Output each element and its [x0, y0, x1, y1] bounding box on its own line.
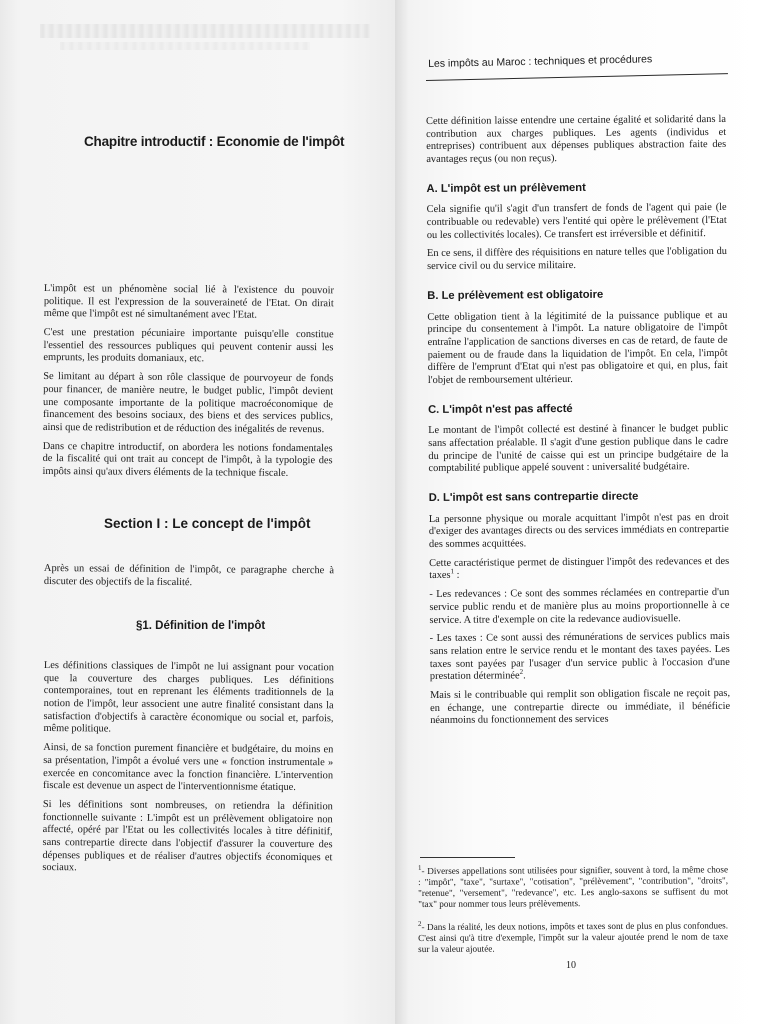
definition-block: [42, 660, 334, 883]
footnote-ref-2: 2: [519, 668, 524, 677]
footnote-1: [418, 864, 728, 910]
footnote-text: - Dans la réalité, les deux notions, impôts et taxes sont de plus en plus confondues. C'est ainsi qu'à titre d'exemple, l'impôt sur la valeur ajoutée prend le nom de taxe sur la valeur ajoutée.: [418, 920, 729, 955]
intro-paragraph: Se limitant au départ à son rôle classique de pourvoyeur de fonds pour financer, de manière neutre, le budget public, l'impôt devient une composante importante de la politique macroéconomique de financement des besoins sociaux, des biens et des services publics, ainsi que de redistribution et de réduction des inégalités de revenus.: [42, 371, 334, 436]
definition-paragraph: Ainsi, de sa fonction purement financière et budgétaire, du moins en sa présentation, l'impôt a évolué vers une « fonction instrumentale » exercée en concomitance avec la fonction financière. L'intervention fiscale est devenue un aspect de l'interventionnisme étatique.: [42, 742, 334, 794]
intro-block: [42, 283, 334, 487]
section-intro-block: [44, 563, 334, 597]
section-title: Section I : Le concept de l'impôt: [104, 516, 311, 531]
taxes-text: - Les taxes : Ce sont aussi des rémunérations de services publics mais sans relation entre le service rendu et le montant des taxes payées. Les taxes sont payées par l'usager d'un service public à l'occasion d'une prestation déterminée: [429, 631, 730, 683]
taxes-paragraph: - Les taxes : Ce sont aussi des rémunérations de services publics mais sans relation entre le service rendu et le montant des taxes payées. Les taxes sont payées par l'usager d'un service public à l'occasion d'une prestation déterminée$^2$.: [429, 631, 730, 683]
intro-paragraph: L'impôt est un phénomène social lié à l'existence du pouvoir politique. Il est l'expression de la souveraineté de l'Etat. On dirait même que l'impôt est né simultanément avec l'Etat.: [43, 283, 334, 322]
running-head: Les impôts au Maroc : techniques et procédures: [428, 53, 653, 70]
taxes-intro-paragraph: Cette caractéristique permet de distinguer l'impôt des redevances et des taxes$^1$ :: [429, 555, 730, 582]
footnote-2: [418, 920, 728, 955]
footnote-mark: 2: [417, 919, 422, 928]
closing-paragraph: Mais si le contribuable qui remplit son obligation fiscale ne reçoit pas, en échange, une contrepartie directe ou immédiate, il bénéficie néanmoins du fonctionnement des services: [430, 687, 731, 727]
right-body: [426, 114, 730, 734]
heading-b: B. Le prélèvement est obligatoire: [427, 288, 604, 302]
section-a-paragraph: En ce sens, il diffère des réquisitions en nature telles que l'obligation du service civil ou du service militaire.: [426, 246, 727, 273]
redevances-paragraph: - Les redevances : Ce sont des sommes réclamées en contrepartie d'un service public rendu et de manière plus au moins proportionnelle à ce service. A titre d'exemple on cite la redevance audiovisuelle.: [429, 587, 730, 626]
section-d-paragraph: La personne physique ou morale acquittant l'impôt n'est pas en droit d'exiger des avantages directs ou des services immédiats en contrepartie des sommes acquittées.: [428, 511, 729, 551]
chapter-title: Chapitre introductif : Economie de l'impôt: [84, 134, 345, 149]
heading-a: A. L'impôt est un prélèvement: [426, 181, 586, 195]
section-c-paragraph: Le montant de l'impôt collecté est destiné à financer le budget public sans affectation préalable. Il s'agit d'une gestion publique dans le cadre du principe de l'unité de caisse qui est un principe budgétaire de la comptabilité publique appelé souvent : universalité budgétaire.: [428, 423, 729, 475]
intro-paragraph: C'est une prestation pécuniaire importante puisqu'elle constitue l'essentiel des ressources publiques qui peuvent contenir aussi les emprunts, les produits domaniaux, etc.: [43, 327, 334, 365]
taxes-intro: Cette caractéristique permet de distinguer l'impôt des redevances et des taxes: [429, 555, 730, 582]
section-a-paragraph: Cela signifie qu'il s'agit d'un transfert de fonds de l'agent qui paie (le contribuable ou redevable) vers l'entité qui opère le prélèvement (l'Etat ou les collectivités locales). Ce transfert est irréversible et définitif.: [426, 202, 727, 241]
footnote-ref-1: 1: [450, 567, 455, 576]
section-b-paragraph: Cette obligation tient à la légitimité de la puissance publique et au principe du consentement à l'impôt. La nature obligatoire de l'impôt entraîne l'application de sanctions diverses en cas de retard, de faute de paiement ou de fraude dans la liquidation de l'impôt. En cela, l'impôt diffère de l'emprunt d'Etat qui n'est pas obligatoire et qui, en plus, fait l'objet de remboursement ultérieur.: [427, 309, 728, 386]
heading-d: D. L'impôt est sans contrepartie directe: [428, 490, 639, 505]
footnote-mark: 1: [417, 863, 422, 872]
section-intro: Après un essai de définition de l'impôt, ce paragraphe cherche à discuter des objectifs de la fiscalité.: [43, 563, 334, 588]
footnote-text: - Diverses appellations sont utilisées pour signifier, souvent à tord, la même chose : "impôt", "taxe", "surtaxe", "cotisation", "prélèvement", "contribution", "droits", "retenue", "versement", "redevance", etc. Les anglo-saxons se suffisent du mot "tax" pour nommer tous leurs prélèvements.: [418, 864, 729, 910]
definition-paragraph: Si les définitions sont nombreuses, on retiendra la définition fonctionnelle suivante : L'impôt est un prélèvement obligatoire non affecté, opéré par l'Etat ou les collectivités locales à titre définitif, sans contrepartie directe dans l'objectif d'assurer la couverture des dépenses publiques et de réaliser d'autres objectifs économiques et sociaux.: [42, 798, 333, 874]
bleed-through-text-2: [60, 42, 310, 50]
bleed-through-text: [40, 24, 370, 38]
footnote-rule: [420, 857, 515, 858]
page-number: 10: [566, 960, 576, 971]
intro-paragraph: Dans ce chapitre introductif, on abordera les notions fondamentales de la fiscalité qui ont trait au concept de l'impôt, à la typologie des impôts ainsi qu'aux divers éléments de la technique fiscale.: [42, 440, 333, 479]
subsection-title: §1. Définition de l'impôt: [136, 620, 266, 632]
heading-c: C. L'impôt n'est pas affecté: [428, 402, 573, 416]
definition-paragraph: Les définitions classiques de l'impôt ne lui assignant pour vocation que la couverture des charges publiques. Les définitions contemporaines, tout en reprenant les éléments traditionnels de la notion de l'impôt, leur associent une autre finalité consistant dans la satisfaction d'objectifs à caractère économique ou social et, parfois, même politique.: [43, 660, 334, 735]
opening-paragraph: Cette définition laisse entendre une certaine égalité et solidarité dans la contribution aux charges publiques. Les agents (individus et entreprises) contribuent aux dépenses publiques abstraction faite des avantages reçus (ou non reçus).: [426, 113, 727, 166]
